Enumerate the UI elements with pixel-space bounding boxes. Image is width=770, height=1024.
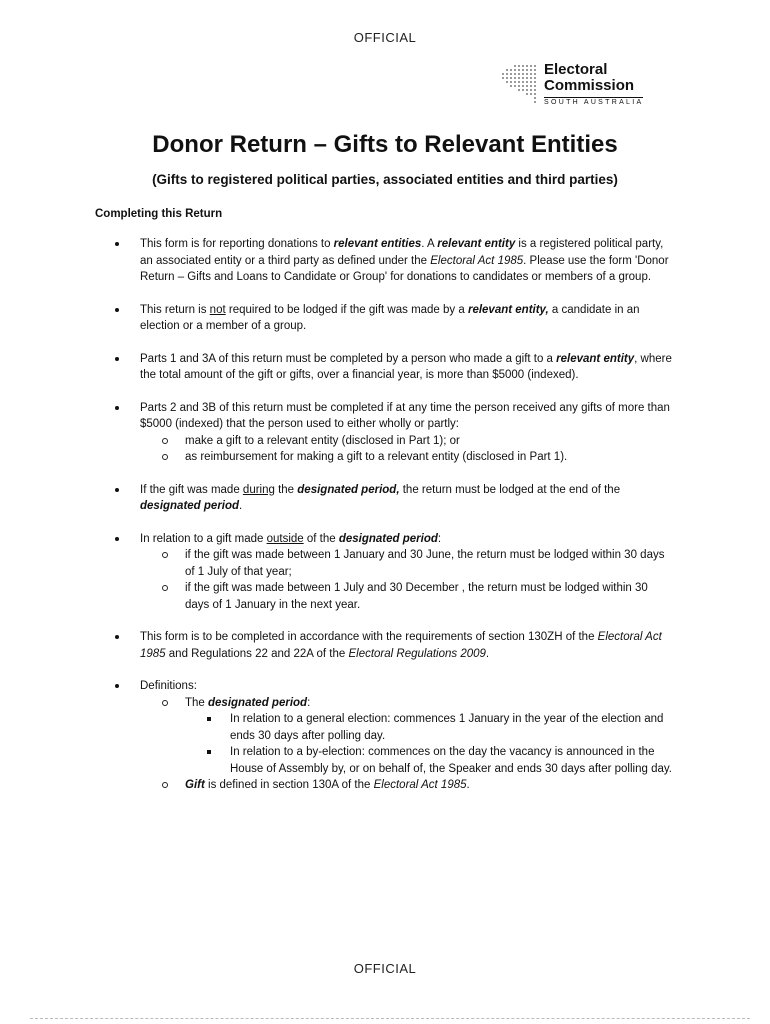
- circle-bullet-icon: [162, 438, 168, 444]
- square-bullet-icon: [207, 750, 211, 754]
- list-item: Parts 1 and 3A of this return must be completed by a person who made a gift to a relevant entity, where the total amount of the gift or gifts, over a financial year, is more than $5000 (indexed).: [112, 351, 672, 384]
- bullet-icon: [115, 242, 119, 246]
- list-item: This form is to be completed in accordance with the requirements of section 130ZH of the Electoral Act 1985 and Regulations 22 and 22A of the Electoral Regulations 2009.: [112, 629, 672, 662]
- bullet-icon: [115, 635, 119, 639]
- circle-bullet-icon: [162, 454, 168, 460]
- sub-list-item: if the gift was made between 1 July and 30 December , the return must be lodged within 30 days of 1 January in the next year.: [140, 580, 672, 613]
- sub-list-item: Gift is defined in section 130A of the Electoral Act 1985.: [140, 777, 672, 794]
- sub-list-item: The designated period:: [140, 695, 672, 712]
- list-item: If the gift was made during the designated period, the return must be lodged at the end of the designated period.: [112, 482, 672, 515]
- instructions-list: [112, 236, 672, 810]
- logo-dot-grid-icon: [498, 63, 540, 107]
- circle-bullet-icon: [162, 700, 168, 706]
- sub-list-item: as reimbursement for making a gift to a relevant entity (disclosed in Part 1).: [140, 449, 672, 466]
- sub-list-item: if the gift was made between 1 January and 30 June, the return must be lodged within 30 days of 1 July of that year;: [140, 547, 672, 580]
- electoral-commission-logo: [498, 61, 658, 111]
- document-subtitle: (Gifts to registered political parties, associated entities and third parties): [152, 172, 618, 187]
- list-item: This return is not required to be lodged if the gift was made by a relevant entity, a candidate in an election or a member of a group.: [112, 302, 672, 335]
- bullet-icon: [115, 357, 119, 361]
- section-heading: Completing this Return: [95, 208, 223, 220]
- list-item: This form is for reporting donations to relevant entities. A relevant entity is a registered political party, an associated entity or a third party as defined under the Electoral Act 1985. Please use the form 'Donor Return – Gifts and Loans to Candidate or Group' for donations to candidates or members of a group.: [112, 236, 672, 286]
- list-item: Parts 2 and 3B of this return must be completed if at any time the person received any gifts of more than $5000 (indexed) that the person used to either wholly or partly: make a gift to a relevant entity (disclosed in Part 1); or as reimbursement for making a gift to a relevant entity (disclosed in Part 1).: [112, 400, 672, 466]
- sub-list-item: make a gift to a relevant entity (disclosed in Part 1); or: [140, 433, 672, 450]
- sub-sub-list-item: In relation to a general election: commences 1 January in the year of the election and ends 30 days after polling day.: [140, 711, 672, 744]
- logo-text-commission: Commission: [544, 77, 635, 94]
- circle-bullet-icon: [162, 782, 168, 788]
- security-marking-top: OFFICIAL: [353, 30, 417, 45]
- square-bullet-icon: [207, 717, 211, 721]
- bullet-icon: [115, 488, 119, 492]
- list-item: Definitions: The designated period: In relation to a general election: commences 1 January in the year of the election and ends 30 days after polling day. In relation to a by-election: commences on the day the vacancy is announced in the House of Assembly by, or on behalf of, the Speaker and ends 30 days after polling day. Gift is defined in section 130A of the Electoral Act 1985.: [112, 678, 672, 794]
- bullet-icon: [115, 684, 119, 688]
- security-marking-bottom: OFFICIAL: [353, 961, 417, 976]
- sub-sub-list-item: In relation to a by-election: commences on the day the vacancy is announced in the House of Assembly by, or on behalf of, the Speaker and ends 30 days after polling day.: [140, 744, 672, 777]
- bullet-icon: [115, 406, 119, 410]
- scan-artifact-divider: [30, 1018, 750, 1019]
- circle-bullet-icon: [162, 552, 168, 558]
- document-title: Donor Return – Gifts to Relevant Entities: [152, 131, 618, 158]
- bullet-icon: [115, 537, 119, 541]
- logo-text-south-australia: SOUTH AUSTRALIA: [544, 99, 644, 106]
- list-item: In relation to a gift made outside of the designated period: if the gift was made between 1 January and 30 June, the return must be lodged within 30 days of 1 July of that year; if the gift was made between 1 July and 30 December , the return must be lodged within 30 days of 1 January in the next year.: [112, 531, 672, 614]
- circle-bullet-icon: [162, 585, 168, 591]
- bullet-icon: [115, 308, 119, 312]
- logo-text-electoral: Electoral: [544, 61, 608, 78]
